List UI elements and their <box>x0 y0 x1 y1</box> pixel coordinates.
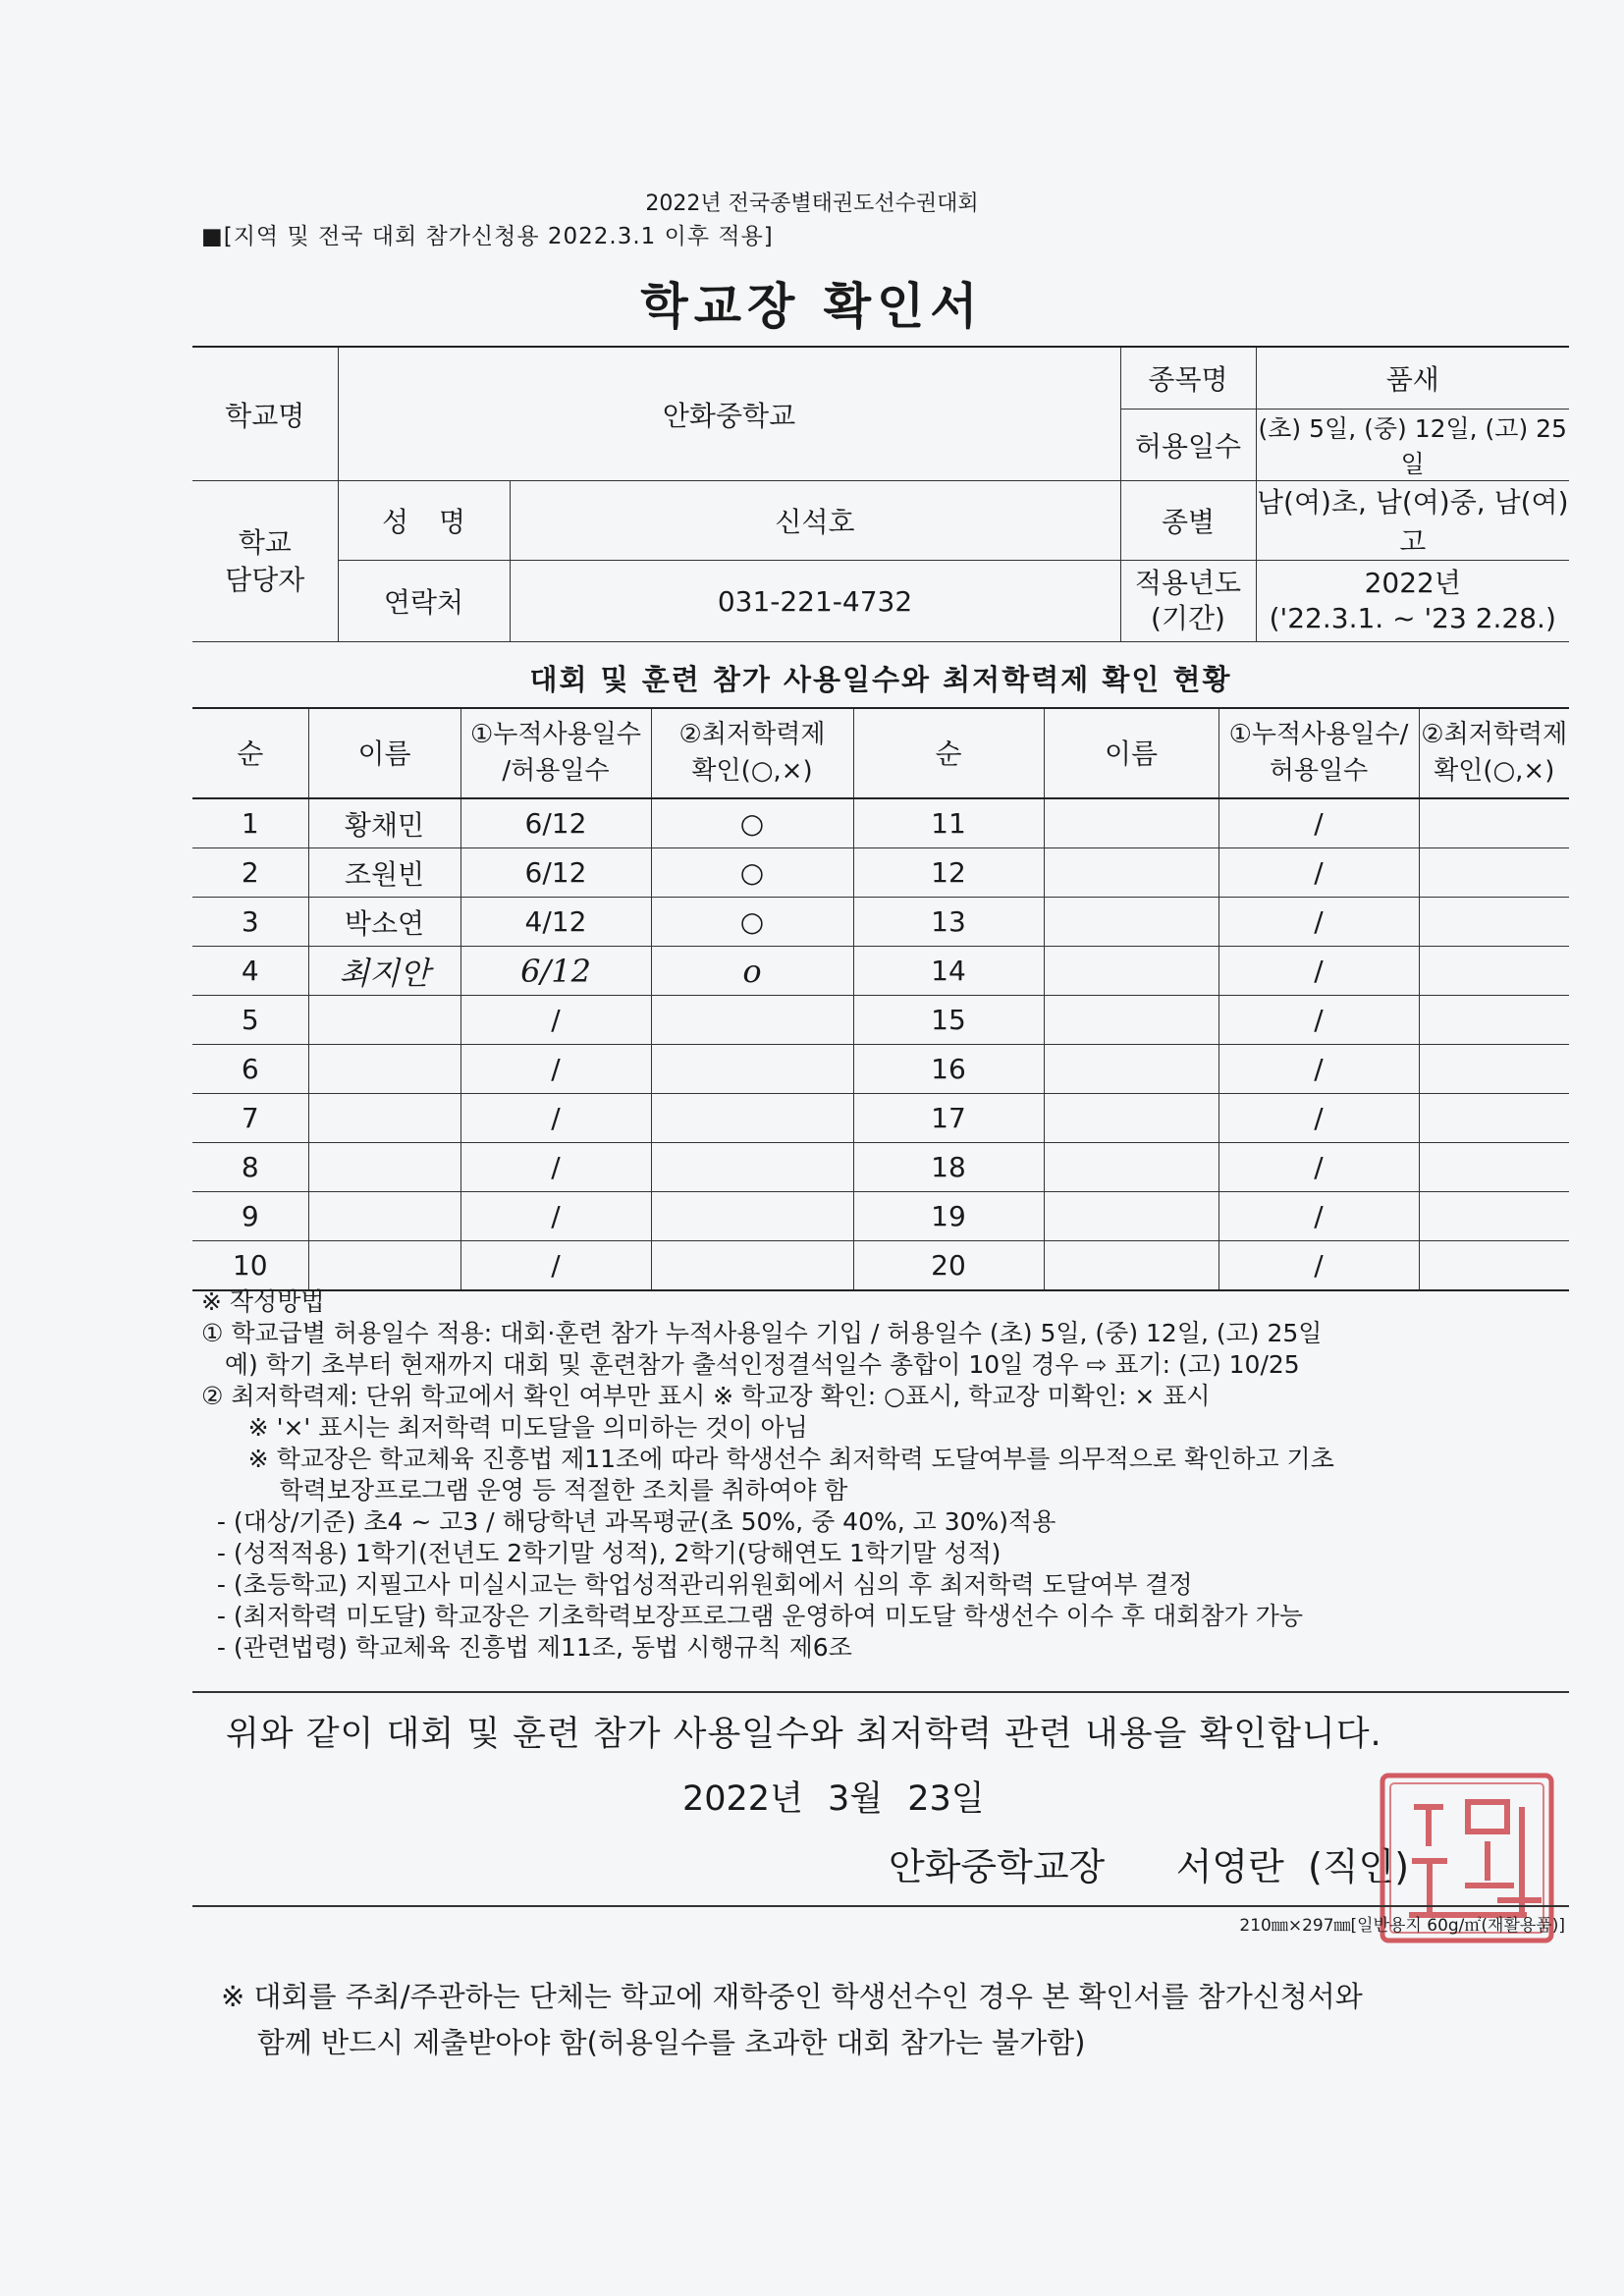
cell-r-no: 11 <box>853 798 1044 848</box>
cell-l-name <box>308 1192 460 1241</box>
col-days-right <box>1218 708 1419 798</box>
cell-r-name <box>1044 947 1218 996</box>
cell-r-days: / <box>1218 1045 1419 1094</box>
instructions <box>201 1286 1576 1664</box>
cell-r-check <box>1419 1094 1569 1143</box>
divider-top <box>192 1691 1569 1693</box>
col-days-right-line2: 허용일수 <box>1269 756 1369 786</box>
cell-r-no: 15 <box>853 996 1044 1045</box>
col-check-right <box>1419 708 1569 798</box>
cell-l-days: / <box>460 1094 651 1143</box>
footer-line-1: ※ 대회를 주최/주관하는 단체는 학교에 재학중인 학생선수인 경우 본 확인서를 참가신청서와 <box>221 1980 1363 2013</box>
cell-l-no: 9 <box>192 1192 308 1241</box>
cell-r-name <box>1044 1192 1218 1241</box>
allowed-days-value: (초) 5일, (중) 12일, (고) 25일 <box>1256 410 1569 481</box>
instruction-line: ① 학교급별 허용일수 적용: 대회·훈련 참가 누적사용일수 기입 / 허용일수 (초) 5일, (중) 12일, (고) 25일 <box>201 1319 1323 1347</box>
col-days-line1: ①누적사용일수 <box>469 720 641 749</box>
table-subtitle: 대회 및 훈련 참가 사용일수와 최저학력제 확인 현황 <box>529 663 1232 696</box>
table-row <box>192 1241 1569 1291</box>
cell-r-check <box>1419 1192 1569 1241</box>
col-no-right: 순 <box>853 708 1044 798</box>
col-check-line1: ②최저학력제 <box>678 720 826 749</box>
cell-l-no: 7 <box>192 1094 308 1143</box>
usage-table <box>192 707 1569 1291</box>
col-check-line2: 확인(○,×) <box>691 756 813 786</box>
allowed-days-label: 허용일수 <box>1120 410 1256 481</box>
cell-r-name <box>1044 1241 1218 1291</box>
cell-r-days: / <box>1218 898 1419 947</box>
cell-r-days: / <box>1218 996 1419 1045</box>
instruction-line: 학력보장프로그램 운영 등 적절한 조치를 취하여야 함 <box>201 1476 848 1504</box>
col-name-right: 이름 <box>1044 708 1218 798</box>
table-row <box>192 848 1569 898</box>
instruction-line: ※ 학교장은 학교체육 진흥법 제11조에 따라 학생선수 최저학력 도달여부를 의무적으로 확인하고 기초 <box>201 1445 1334 1473</box>
cell-r-name <box>1044 1094 1218 1143</box>
event-value: 품새 <box>1256 347 1569 410</box>
cell-l-days: 6/12 <box>460 848 651 898</box>
cell-r-no: 12 <box>853 848 1044 898</box>
document-title: 학교장 확인서 <box>640 278 984 335</box>
footer-line-2: 함께 반드시 제출받아야 함(허용일수를 초과한 대회 참가는 불가함) <box>221 2026 1086 2059</box>
instruction-line: ② 최저학력제: 단위 학교에서 확인 여부만 표시 ※ 학교장 확인: ○표시, 학교장 미확인: × 표시 <box>201 1382 1211 1410</box>
usage-table-body <box>192 798 1569 1290</box>
paper-specification: 210㎜×297㎜[일반용지 60g/㎡(재활용품)] <box>1239 1916 1565 1936</box>
cell-l-name: 최지안 <box>308 947 460 996</box>
school-info-table <box>192 346 1569 642</box>
col-days-line2: /허용일수 <box>502 756 610 786</box>
cell-l-no: 10 <box>192 1241 308 1291</box>
instruction-line: - (성적적용) 1학기(전년도 2학기말 성적), 2학기(당해연도 1학기말 성적) <box>201 1539 1001 1567</box>
cell-l-check: ○ <box>651 848 853 898</box>
cell-l-name <box>308 1241 460 1291</box>
cell-r-name <box>1044 798 1218 848</box>
cell-r-days: / <box>1218 848 1419 898</box>
cell-l-check: ○ <box>651 798 853 848</box>
table-row <box>192 1143 1569 1192</box>
table-row <box>192 1094 1569 1143</box>
cell-r-no: 17 <box>853 1094 1044 1143</box>
cell-r-days: / <box>1218 1192 1419 1241</box>
confirmation-statement: 위와 같이 대회 및 훈련 참가 사용일수와 최저학력 관련 내용을 확인합니다. <box>226 1715 1382 1754</box>
cell-l-name: 박소연 <box>308 898 460 947</box>
cell-r-no: 13 <box>853 898 1044 947</box>
cell-r-check <box>1419 1045 1569 1094</box>
cell-r-check <box>1419 1241 1569 1291</box>
cell-l-name <box>308 1045 460 1094</box>
cell-r-check <box>1419 1143 1569 1192</box>
cell-r-check <box>1419 898 1569 947</box>
cell-l-check <box>651 1241 853 1291</box>
col-check-right-line1: ②최저학력제 <box>1421 720 1568 749</box>
staff-name-label: 성 명 <box>338 481 510 561</box>
application-notice: ■[지역 및 전국 대회 참가신청용 2022.3.1 이후 적용] <box>201 224 774 249</box>
year-value-line2: ('22.3.1. ~ '23 2.28.) <box>1269 602 1556 634</box>
cell-l-check: o <box>651 947 853 996</box>
table-row <box>192 1192 1569 1241</box>
year-label-line1: 적용년도 <box>1134 567 1242 599</box>
confirmation-date: 2022년 3월 23일 <box>682 1779 985 1819</box>
cell-l-days: / <box>460 996 651 1045</box>
instruction-line: 예) 학기 초부터 현재까지 대회 및 훈련참가 출석인정결석일수 총합이 10일 경우 ⇨ 표기: (고) 10/25 <box>201 1350 1300 1379</box>
cell-r-check <box>1419 947 1569 996</box>
cell-l-days: 4/12 <box>460 898 651 947</box>
table-row <box>192 898 1569 947</box>
staff-name-value: 신석호 <box>510 481 1120 561</box>
cell-l-check <box>651 1094 853 1143</box>
competition-name: 2022년 전국종별태권도선수권대회 <box>645 191 979 216</box>
cell-l-name <box>308 1094 460 1143</box>
instruction-line: - (초등학교) 지필고사 미실시교는 학업성적관리위원회에서 심의 후 최저학력 도달여부 결정 <box>201 1570 1193 1599</box>
divider-bottom <box>192 1905 1569 1907</box>
cell-r-name <box>1044 996 1218 1045</box>
cell-r-days: / <box>1218 1241 1419 1291</box>
cell-l-no: 8 <box>192 1143 308 1192</box>
instruction-line: - (관련법령) 학교체육 진흥법 제11조, 동법 시행규칙 제6조 <box>201 1633 852 1662</box>
event-label: 종목명 <box>1120 347 1256 410</box>
col-no: 순 <box>192 708 308 798</box>
year-value <box>1256 561 1569 642</box>
cell-l-check <box>651 996 853 1045</box>
school-value: 안화중학교 <box>338 347 1120 481</box>
cell-r-no: 19 <box>853 1192 1044 1241</box>
contact-value: 031-221-4732 <box>510 561 1120 642</box>
cell-l-no: 1 <box>192 798 308 848</box>
cell-l-days: / <box>460 1241 651 1291</box>
instruction-line: ※ 작성방법 <box>201 1287 325 1316</box>
usage-table-header <box>192 708 1569 798</box>
school-label: 학교명 <box>192 347 338 481</box>
cell-r-check <box>1419 798 1569 848</box>
cell-l-no: 4 <box>192 947 308 996</box>
cell-l-check <box>651 1143 853 1192</box>
principal-signature: 안화중학교장 서영란 (직인) <box>889 1845 1410 1888</box>
col-name: 이름 <box>308 708 460 798</box>
table-row <box>192 1045 1569 1094</box>
cell-l-check <box>651 1045 853 1094</box>
year-value-line1: 2022년 <box>1364 567 1461 599</box>
cell-r-name <box>1044 848 1218 898</box>
staff-label <box>192 481 338 642</box>
year-label <box>1120 561 1256 642</box>
instruction-line: - (대상/기준) 초4 ~ 고3 / 해당학년 과목평균(초 50%, 중 40%, 고 30%)적용 <box>201 1507 1056 1536</box>
cell-l-no: 2 <box>192 848 308 898</box>
cell-l-no: 6 <box>192 1045 308 1094</box>
cell-r-days: / <box>1218 798 1419 848</box>
cell-r-days: / <box>1218 1094 1419 1143</box>
cell-r-name <box>1044 898 1218 947</box>
cell-r-check <box>1419 848 1569 898</box>
cell-r-no: 18 <box>853 1143 1044 1192</box>
instruction-line: ※ '×' 표시는 최저학력 미도달을 의미하는 것이 아님 <box>201 1413 808 1442</box>
staff-label-line1: 학교 <box>238 525 292 559</box>
cell-r-no: 20 <box>853 1241 1044 1291</box>
cell-r-check <box>1419 996 1569 1045</box>
cell-r-no: 16 <box>853 1045 1044 1094</box>
cell-l-days: 6/12 <box>460 798 651 848</box>
cell-r-name <box>1044 1143 1218 1192</box>
cell-l-days: 6/12 <box>460 947 651 996</box>
cell-l-name <box>308 1143 460 1192</box>
category-label: 종별 <box>1120 481 1256 561</box>
category-value: 남(여)초, 남(여)중, 남(여)고 <box>1256 481 1569 561</box>
cell-l-name <box>308 996 460 1045</box>
table-row <box>192 996 1569 1045</box>
col-days-right-line1: ①누적사용일수/ <box>1228 720 1409 749</box>
cell-r-name <box>1044 1045 1218 1094</box>
year-label-line2: (기간) <box>1151 602 1225 634</box>
cell-r-days: / <box>1218 947 1419 996</box>
table-row <box>192 798 1569 848</box>
cell-l-days: / <box>460 1192 651 1241</box>
contact-label: 연락처 <box>338 561 510 642</box>
table-row <box>192 947 1569 996</box>
col-check <box>651 708 853 798</box>
instruction-line: - (최저학력 미도달) 학교장은 기초학력보장프로그램 운영하여 미도달 학생선수 이수 후 대회참가 가능 <box>201 1602 1303 1630</box>
cell-r-no: 14 <box>853 947 1044 996</box>
cell-l-name: 조원빈 <box>308 848 460 898</box>
col-days <box>460 708 651 798</box>
cell-r-days: / <box>1218 1143 1419 1192</box>
cell-l-check: ○ <box>651 898 853 947</box>
cell-l-check <box>651 1192 853 1241</box>
cell-l-no: 3 <box>192 898 308 947</box>
cell-l-no: 5 <box>192 996 308 1045</box>
cell-l-name: 황채민 <box>308 798 460 848</box>
footer-note <box>221 1974 1363 2066</box>
cell-l-days: / <box>460 1045 651 1094</box>
staff-label-line2: 담당자 <box>225 563 305 596</box>
cell-l-days: / <box>460 1143 651 1192</box>
col-check-right-line2: 확인(○,×) <box>1434 756 1555 786</box>
